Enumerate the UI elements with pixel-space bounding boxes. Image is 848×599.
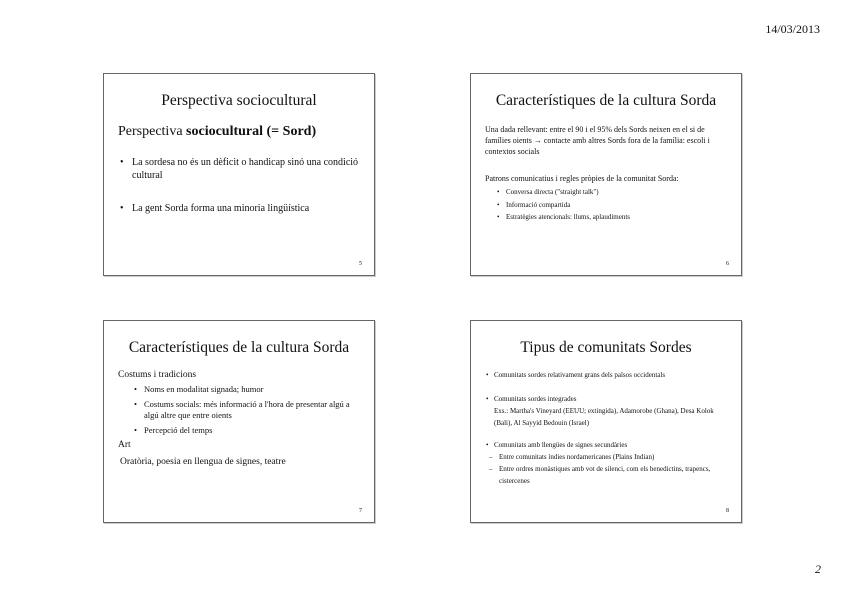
bullet-list bbox=[495, 186, 731, 224]
slide-6 bbox=[470, 73, 742, 276]
bullet-list bbox=[118, 156, 364, 215]
page-number: 2 bbox=[815, 562, 821, 576]
header-date: 14/03/2013 bbox=[765, 22, 820, 36]
paragraph: Una dada rellevant: entre el 90 i el 95% dels Sords neixen en el si de famílies oients → contacte amb altres Sords fora de la família: escoli i contextos socials bbox=[485, 125, 710, 156]
art-text: Oratòria, poesia en llengua de signes, teatre bbox=[120, 457, 286, 467]
slide-5 bbox=[103, 73, 375, 276]
slide-number: 5 bbox=[359, 261, 362, 267]
list-item: • Comunitats sordes integrades bbox=[485, 393, 731, 405]
list-item: • Costums socials: més informació a l'hora de presentar algú a algú altre que entre oients bbox=[132, 399, 364, 422]
paragraph: Patrons comunicatius i regles pròpies de la comunitat Sorda: bbox=[485, 174, 679, 183]
bullet-list bbox=[485, 369, 731, 487]
section-heading: Costums i tradicions bbox=[118, 370, 197, 380]
slide-number: 6 bbox=[726, 261, 729, 267]
subtitle-bold: sociocultural (= Sord) bbox=[186, 124, 317, 139]
slide-8 bbox=[470, 320, 742, 523]
list-subitem: – Entre comunitats índies nordamericanes (Plains Indian) bbox=[485, 451, 731, 463]
list-item: • La sordesa no és un dèficit o handicap sinó una condició cultural bbox=[118, 156, 364, 182]
list-item: • Conversa directa ("straight talk") bbox=[495, 186, 731, 199]
list-item: • Percepció del temps bbox=[132, 425, 364, 437]
list-item: • Comunitats sordes relativament grans dels països occidentals bbox=[485, 369, 731, 381]
slide-title: Característiques de la cultura Sorda bbox=[495, 92, 717, 109]
list-subitem: – Entre ordres monàstiques amb vot de silenci, com els benedictins, trapencs, cistercenes bbox=[485, 463, 731, 487]
bullet-list bbox=[132, 384, 364, 436]
section-heading: Art bbox=[118, 440, 131, 450]
list-item-detail: Exs.: Martha's Vineyard (EEUU; extingida), Adamorobe (Ghana), Desa Kolok (Bali), Al Sayyid Bedouin (Israel) bbox=[494, 407, 714, 427]
subtitle-prefix: Perspectiva bbox=[118, 124, 187, 139]
list-item: • Comunitats amb llengües de signes secundàries bbox=[485, 439, 731, 451]
slide-number: 7 bbox=[359, 508, 362, 514]
list-item: • Noms en modalitat signada; humor bbox=[132, 384, 364, 396]
slide-title: Perspectiva sociocultural bbox=[161, 92, 317, 109]
slide-7 bbox=[103, 320, 375, 523]
slide-title: Tipus de comunitats Sordes bbox=[520, 339, 692, 356]
slide-title: Característiques de la cultura Sorda bbox=[128, 339, 350, 356]
slide-subtitle bbox=[118, 124, 364, 140]
list-item: • Estratègies atencionals: llums, aplaudiments bbox=[495, 211, 731, 224]
slide-number: 8 bbox=[726, 508, 729, 514]
list-item: • La gent Sorda forma una minoria lingüística bbox=[118, 202, 364, 215]
list-item: • Informació compartida bbox=[495, 199, 731, 212]
